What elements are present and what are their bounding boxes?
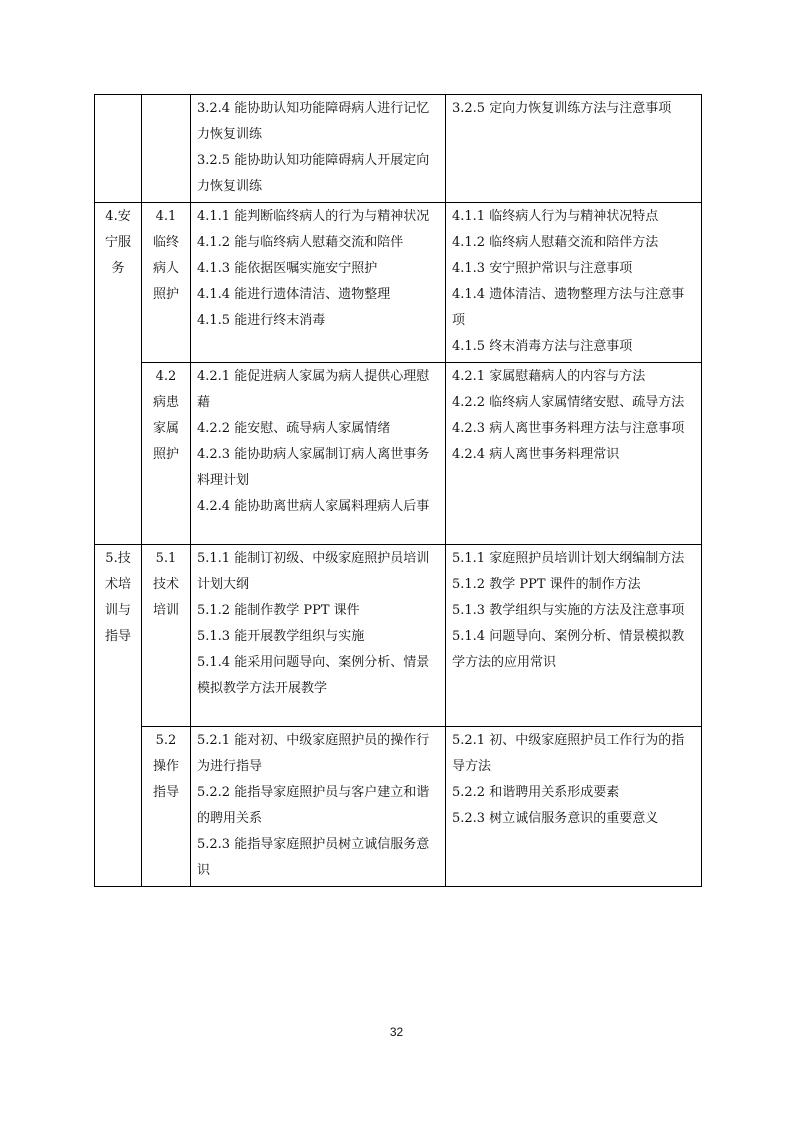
work-item-cell: 5.1 技术培训 <box>142 545 191 727</box>
table-row <box>95 727 702 887</box>
table-row <box>95 363 702 545</box>
skill-requirements-cell: 4.2.1 能促进病人家属为病人提供心理慰藉 4.2.2 能安慰、疏导病人家属情绪 4.2.3 能协助病人家属制订病人离世事务料理计划 4.2.4 能协助离世病人家属料理病人后事 <box>191 363 446 545</box>
work-item-cell <box>142 95 191 203</box>
skill-requirements-cell: 5.1.1 能制订初级、中级家庭照护员培训计划大纲 5.1.2 能制作教学 PPT 课件 5.1.3 能开展教学组织与实施 5.1.4 能采用问题导向、案例分析、情景模拟教学方法开展教学 <box>191 545 446 727</box>
work-item-cell: 5.2 操作指导 <box>142 727 191 887</box>
function-cell <box>95 95 142 203</box>
related-knowledge-cell: 5.1.1 家庭照护员培训计划大纲编制方法 5.1.2 教学 PPT 课件的制作方法 5.1.3 教学组织与实施的方法及注意事项 5.1.4 问题导向、案例分析、情景模拟教学方法的应用常识 <box>446 545 702 727</box>
related-knowledge-cell: 5.2.1 初、中级家庭照护员工作行为的指导方法 5.2.2 和谐聘用关系形成要素 5.2.3 树立诚信服务意识的重要意义 <box>446 727 702 887</box>
work-item-cell: 4.2 病患家属照护 <box>142 363 191 545</box>
page-number: 32 <box>389 1025 404 1039</box>
function-cell: 4.安宁服务 <box>95 203 142 545</box>
related-knowledge-cell: 4.2.1 家属慰藉病人的内容与方法 4.2.2 临终病人家属情绪安慰、疏导方法 4.2.3 病人离世事务料理方法与注意事项 4.2.4 病人离世事务料理常识 <box>446 363 702 545</box>
table-row <box>95 203 702 363</box>
work-item-cell: 4.1 临终病人照护 <box>142 203 191 363</box>
competency-table <box>94 94 702 887</box>
table-row <box>95 95 702 203</box>
related-knowledge-cell: 4.1.1 临终病人行为与精神状况特点 4.1.2 临终病人慰藉交流和陪伴方法 4.1.3 安宁照护常识与注意事项 4.1.4 遗体清洁、遗物整理方法与注意事项 4.1.5 终末消毒方法与注意事项 <box>446 203 702 363</box>
related-knowledge-cell: 3.2.5 定向力恢复训练方法与注意事项 <box>446 95 702 203</box>
table-row <box>95 545 702 727</box>
skill-requirements-cell: 3.2.4 能协助认知功能障碍病人进行记忆力恢复训练 3.2.5 能协助认知功能障碍病人开展定向力恢复训练 <box>191 95 446 203</box>
function-cell: 5.技术培训与指导 <box>95 545 142 887</box>
skill-requirements-cell: 4.1.1 能判断临终病人的行为与精神状况 4.1.2 能与临终病人慰藉交流和陪伴 4.1.3 能依据医嘱实施安宁照护 4.1.4 能进行遗体清洁、遗物整理 4.1.5 能进行终末消毒 <box>191 203 446 363</box>
skill-requirements-cell: 5.2.1 能对初、中级家庭照护员的操作行为进行指导 5.2.2 能指导家庭照护员与客户建立和谐的聘用关系 5.2.3 能指导家庭照护员树立诚信服务意识 <box>191 727 446 887</box>
